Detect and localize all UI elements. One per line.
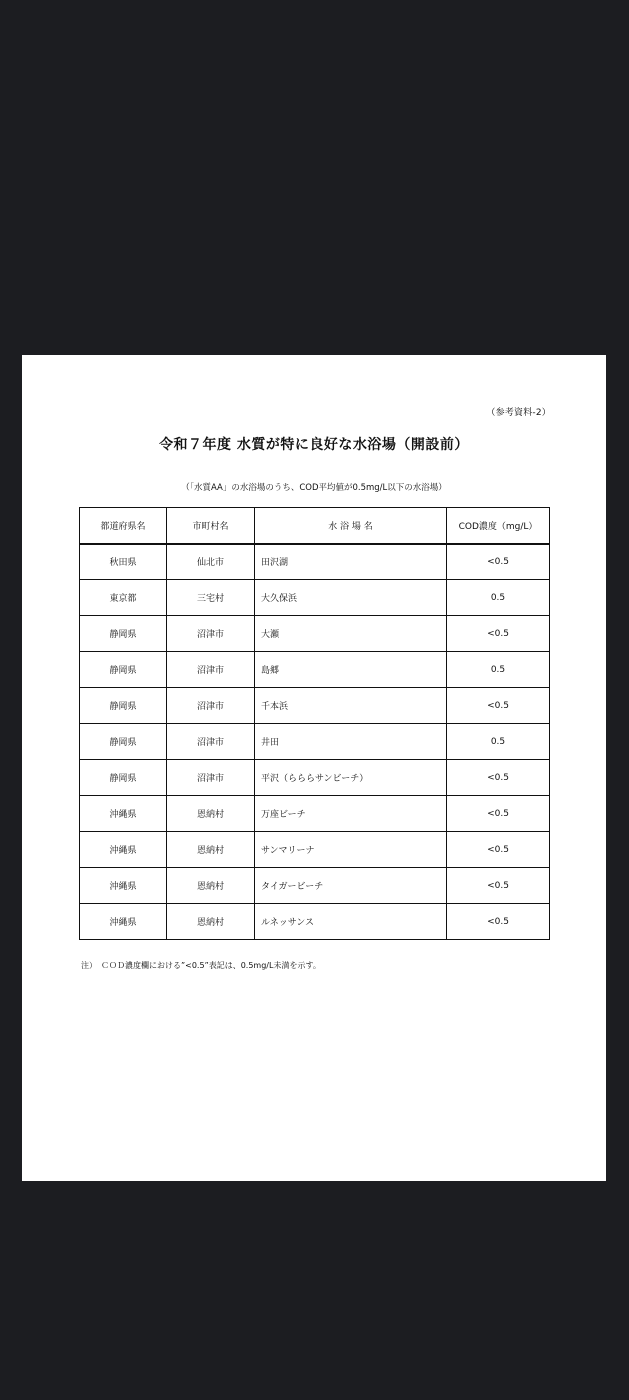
cell-prefecture: 沖縄県 [80, 904, 167, 940]
cell-prefecture: 静岡県 [80, 652, 167, 688]
footnote: 注） ＣＯＤ濃度欄における”<0.5”表記は、0.5mg/L未満を示す。 [81, 961, 321, 970]
cell-beach-name: 平沢（らららサンビーチ） [255, 760, 447, 796]
cell-municipality: 恩納村 [167, 904, 255, 940]
table-row [80, 832, 550, 868]
cell-municipality: 三宅村 [167, 580, 255, 616]
cell-cod: <0.5 [447, 868, 550, 904]
cell-beach-name: 大久保浜 [255, 580, 447, 616]
cell-beach-name: 万座ビーチ [255, 796, 447, 832]
cell-municipality: 沼津市 [167, 724, 255, 760]
table-row [80, 544, 550, 580]
cell-municipality: 沼津市 [167, 760, 255, 796]
cell-prefecture: 静岡県 [80, 616, 167, 652]
cell-prefecture: 静岡県 [80, 688, 167, 724]
cell-beach-name: サンマリーナ [255, 832, 447, 868]
cell-municipality: 恩納村 [167, 868, 255, 904]
cell-cod: <0.5 [447, 904, 550, 940]
cell-cod: 0.5 [447, 724, 550, 760]
table-row [80, 652, 550, 688]
table-row [80, 580, 550, 616]
table-row [80, 868, 550, 904]
cell-beach-name: 井田 [255, 724, 447, 760]
cell-beach-name: ルネッサンス [255, 904, 447, 940]
table-header-row [80, 508, 550, 544]
document-page [22, 355, 606, 1181]
cell-municipality: 沼津市 [167, 652, 255, 688]
cell-beach-name: 島郷 [255, 652, 447, 688]
cell-prefecture: 静岡県 [80, 760, 167, 796]
cell-prefecture: 沖縄県 [80, 868, 167, 904]
beach-water-quality-table [79, 507, 550, 940]
cell-municipality: 沼津市 [167, 616, 255, 652]
cell-prefecture: 静岡県 [80, 724, 167, 760]
table-row [80, 616, 550, 652]
cell-beach-name: 大瀬 [255, 616, 447, 652]
cell-cod: <0.5 [447, 616, 550, 652]
table-row [80, 760, 550, 796]
cell-prefecture: 沖縄県 [80, 796, 167, 832]
cell-cod: 0.5 [447, 580, 550, 616]
cell-beach-name: 田沢湖 [255, 544, 447, 580]
cell-cod: <0.5 [447, 796, 550, 832]
table-row [80, 796, 550, 832]
cell-cod: <0.5 [447, 832, 550, 868]
cell-beach-name: 千本浜 [255, 688, 447, 724]
cell-prefecture: 沖縄県 [80, 832, 167, 868]
cell-cod: <0.5 [447, 544, 550, 580]
cell-beach-name: タイガービーチ [255, 868, 447, 904]
table-row [80, 724, 550, 760]
cell-municipality: 恩納村 [167, 796, 255, 832]
table-row [80, 904, 550, 940]
cell-municipality: 沼津市 [167, 688, 255, 724]
cell-municipality: 恩納村 [167, 832, 255, 868]
cell-prefecture: 東京都 [80, 580, 167, 616]
document-title: 令和７年度 水質が特に良好な水浴場（開設前） [159, 437, 469, 453]
cell-prefecture: 秋田県 [80, 544, 167, 580]
table-row [80, 688, 550, 724]
cell-cod: <0.5 [447, 760, 550, 796]
header-municipality: 市町村名 [167, 508, 255, 544]
header-beach-name: 水 浴 場 名 [255, 508, 447, 544]
reference-label: （参考資料-2） [486, 408, 551, 418]
document-subtitle: （「水質AA」の水浴場のうち、COD平均値が0.5mg/L以下の水浴場） [181, 483, 447, 493]
cell-cod: <0.5 [447, 688, 550, 724]
header-cod-concentration: COD濃度（mg/L） [447, 508, 550, 544]
cell-cod: 0.5 [447, 652, 550, 688]
cell-municipality: 仙北市 [167, 544, 255, 580]
header-prefecture: 都道府県名 [80, 508, 167, 544]
